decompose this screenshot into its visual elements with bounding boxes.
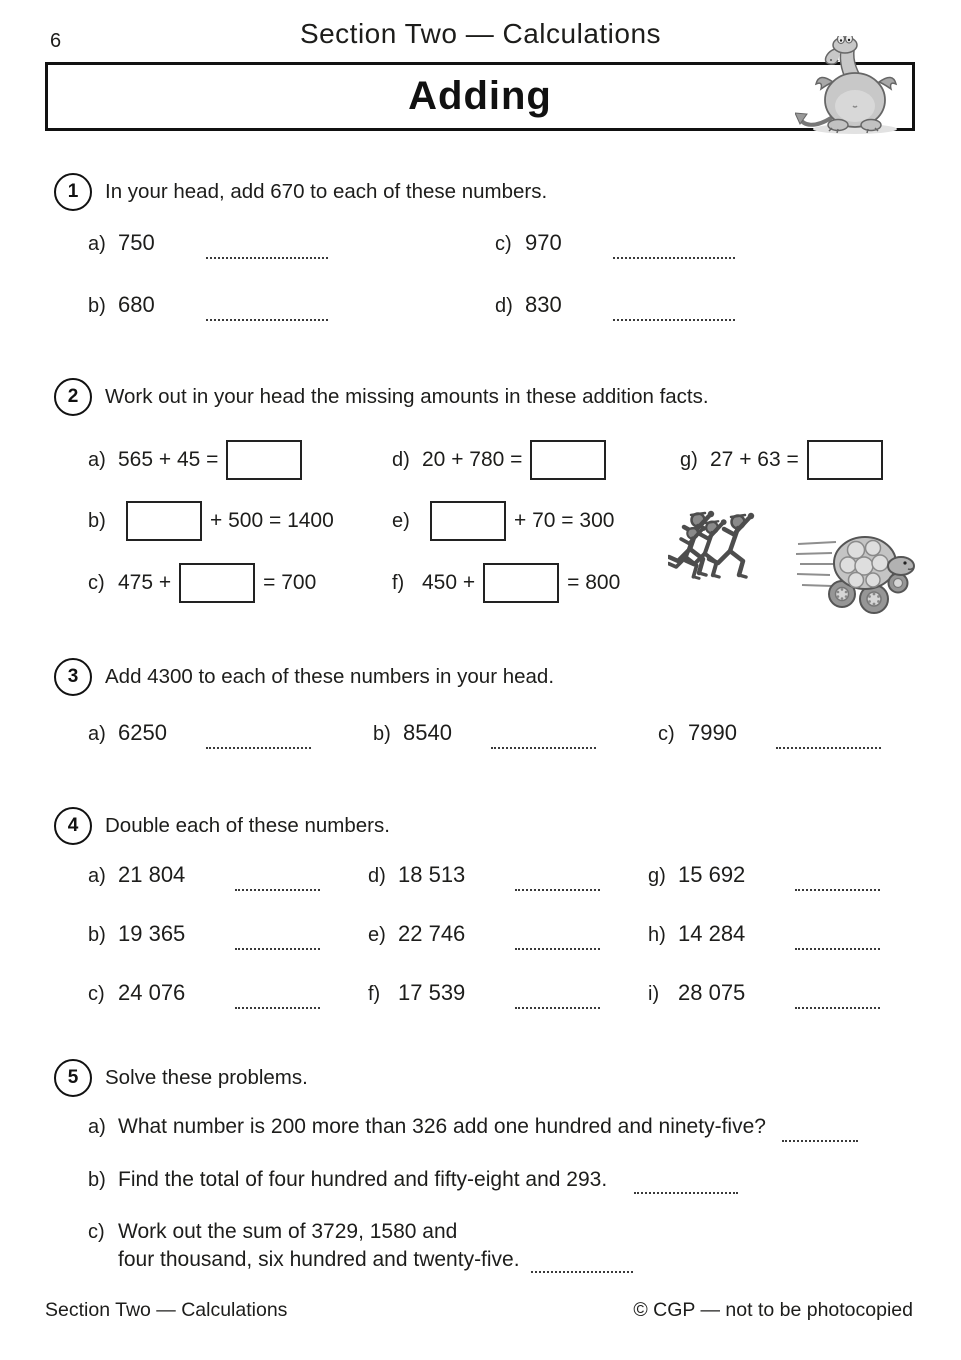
- question-number-badge: 3: [54, 658, 92, 696]
- equation-text: + 500 = 1400: [210, 509, 334, 532]
- question-number-badge: 1: [54, 173, 92, 211]
- answer-item: [648, 980, 880, 1006]
- item-value: 750: [118, 230, 155, 255]
- dragon-icon: [795, 36, 915, 136]
- item-label: c): [495, 233, 512, 255]
- answer-item: [495, 292, 735, 318]
- question-prompt: In your head, add 670 to each of these numbers.: [105, 180, 548, 203]
- equation-item: [680, 440, 891, 480]
- word-problem: [88, 1166, 607, 1194]
- answer-line[interactable]: [206, 257, 328, 259]
- answer-box[interactable]: [530, 440, 606, 480]
- equation-item: [392, 501, 614, 541]
- answer-line[interactable]: [782, 1140, 858, 1142]
- equation-text: 475 +: [118, 571, 172, 594]
- answer-line[interactable]: [795, 889, 880, 891]
- item-label: c): [658, 723, 675, 745]
- answer-box[interactable]: [226, 440, 302, 480]
- item-value: 8540: [403, 720, 452, 745]
- item-label: g): [680, 448, 698, 471]
- item-value: 28 075: [678, 980, 746, 1005]
- page-number: 6: [50, 30, 62, 52]
- item-value: 6250: [118, 720, 167, 745]
- answer-box[interactable]: [807, 440, 883, 480]
- item-value: 21 804: [118, 862, 186, 887]
- answer-item: [658, 720, 881, 746]
- answer-item: [88, 720, 311, 746]
- question-number-badge: 2: [54, 378, 92, 416]
- item-label: d): [392, 448, 410, 471]
- answer-box[interactable]: [430, 501, 506, 541]
- item-label: f): [368, 983, 381, 1005]
- answer-line[interactable]: [634, 1192, 738, 1194]
- item-value: 19 365: [118, 921, 186, 946]
- item-label: f): [392, 571, 405, 594]
- worksheet-title-box: [45, 62, 915, 131]
- answer-item: [88, 980, 320, 1006]
- item-label: h): [648, 924, 666, 946]
- answer-line[interactable]: [235, 889, 320, 891]
- question-prompt: Double each of these numbers.: [105, 814, 390, 837]
- item-label: b): [88, 1169, 106, 1191]
- section-title: Section Two — Calculations: [299, 18, 662, 49]
- word-problem: [88, 1218, 520, 1274]
- answer-line[interactable]: [613, 319, 735, 321]
- equation-text: 20 + 780 =: [422, 448, 523, 471]
- equation-item: [392, 563, 620, 603]
- item-value: 22 746: [398, 921, 466, 946]
- word-problem: [88, 1113, 766, 1141]
- question-prompt: Solve these problems.: [105, 1066, 308, 1089]
- answer-line[interactable]: [515, 1007, 600, 1009]
- answer-item: [88, 230, 328, 256]
- footer-section-label: Section Two — Calculations: [45, 1299, 288, 1321]
- answer-box[interactable]: [126, 501, 202, 541]
- answer-item: [88, 862, 320, 888]
- item-label: a): [88, 448, 106, 471]
- item-value: 830: [525, 292, 562, 317]
- equation-text: + 70 = 300: [514, 509, 615, 532]
- answer-item: [648, 921, 880, 947]
- answer-item: [648, 862, 880, 888]
- answer-line[interactable]: [206, 747, 311, 749]
- answer-line[interactable]: [235, 948, 320, 950]
- answer-line[interactable]: [795, 948, 880, 950]
- equation-item: [88, 440, 310, 480]
- item-value: 680: [118, 292, 155, 317]
- item-label: g): [648, 865, 666, 887]
- answer-line[interactable]: [491, 747, 596, 749]
- item-label: d): [368, 865, 386, 887]
- item-label: e): [392, 509, 410, 532]
- item-label: a): [88, 723, 106, 745]
- item-value: 7990: [688, 720, 737, 745]
- item-label: b): [88, 924, 106, 946]
- answer-line[interactable]: [515, 948, 600, 950]
- problem-text: What number is 200 more than 326 add one hundred and ninety-five?: [118, 1115, 766, 1138]
- answer-line[interactable]: [613, 257, 735, 259]
- item-label: d): [495, 295, 513, 317]
- item-label: c): [88, 1221, 105, 1243]
- answer-line[interactable]: [795, 1007, 880, 1009]
- problem-text: [118, 1218, 520, 1274]
- answer-item: [88, 292, 328, 318]
- item-label: a): [88, 233, 106, 255]
- equation-item: [88, 563, 316, 603]
- question-number-badge: 4: [54, 807, 92, 845]
- problem-text: Find the total of four hundred and fifty-eight and 293.: [118, 1168, 608, 1191]
- item-label: b): [373, 723, 391, 745]
- item-label: c): [88, 571, 105, 594]
- answer-item: [373, 720, 596, 746]
- answer-item: [368, 980, 600, 1006]
- item-value: 14 284: [678, 921, 746, 946]
- equation-item: [392, 440, 614, 480]
- problem-text-line2: four thousand, six hundred and twenty-five.: [118, 1248, 520, 1271]
- wheeled-tortoise-icon: [796, 528, 916, 618]
- answer-item: [368, 921, 600, 947]
- footer-copyright: © CGP — not to be photocopied: [633, 1299, 913, 1321]
- item-value: 24 076: [118, 980, 186, 1005]
- answer-line[interactable]: [235, 1007, 320, 1009]
- answer-box[interactable]: [179, 563, 255, 603]
- running-men-icon: [668, 505, 778, 610]
- equation-text: = 800: [567, 571, 621, 594]
- question-number-badge: 5: [54, 1059, 92, 1097]
- equation-item: [88, 501, 334, 541]
- answer-line[interactable]: [515, 889, 600, 891]
- answer-box[interactable]: [483, 563, 559, 603]
- equation-text: 450 +: [422, 571, 476, 594]
- answer-item: [368, 862, 600, 888]
- item-label: i): [648, 983, 660, 1005]
- item-label: b): [88, 509, 106, 532]
- problem-text-line1: Work out the sum of 3729, 1580 and: [118, 1220, 458, 1243]
- answer-line[interactable]: [531, 1271, 633, 1273]
- answer-item: [495, 230, 735, 256]
- equation-text: = 700: [263, 571, 317, 594]
- item-label: e): [368, 924, 386, 946]
- item-value: 15 692: [678, 862, 746, 887]
- item-label: b): [88, 295, 106, 317]
- item-label: a): [88, 1116, 106, 1138]
- question-prompt: Work out in your head the missing amounts in these addition facts.: [105, 385, 709, 408]
- item-value: 17 539: [398, 980, 466, 1005]
- question-prompt: Add 4300 to each of these numbers in your head.: [105, 665, 555, 688]
- item-label: c): [88, 983, 105, 1005]
- item-label: a): [88, 865, 106, 887]
- equation-text: 565 + 45 =: [118, 448, 219, 471]
- item-value: 18 513: [398, 862, 466, 887]
- answer-line[interactable]: [776, 747, 881, 749]
- worksheet-title: Adding: [408, 74, 552, 118]
- answer-item: [88, 921, 320, 947]
- answer-line[interactable]: [206, 319, 328, 321]
- item-value: 970: [525, 230, 562, 255]
- equation-text: 27 + 63 =: [710, 448, 799, 471]
